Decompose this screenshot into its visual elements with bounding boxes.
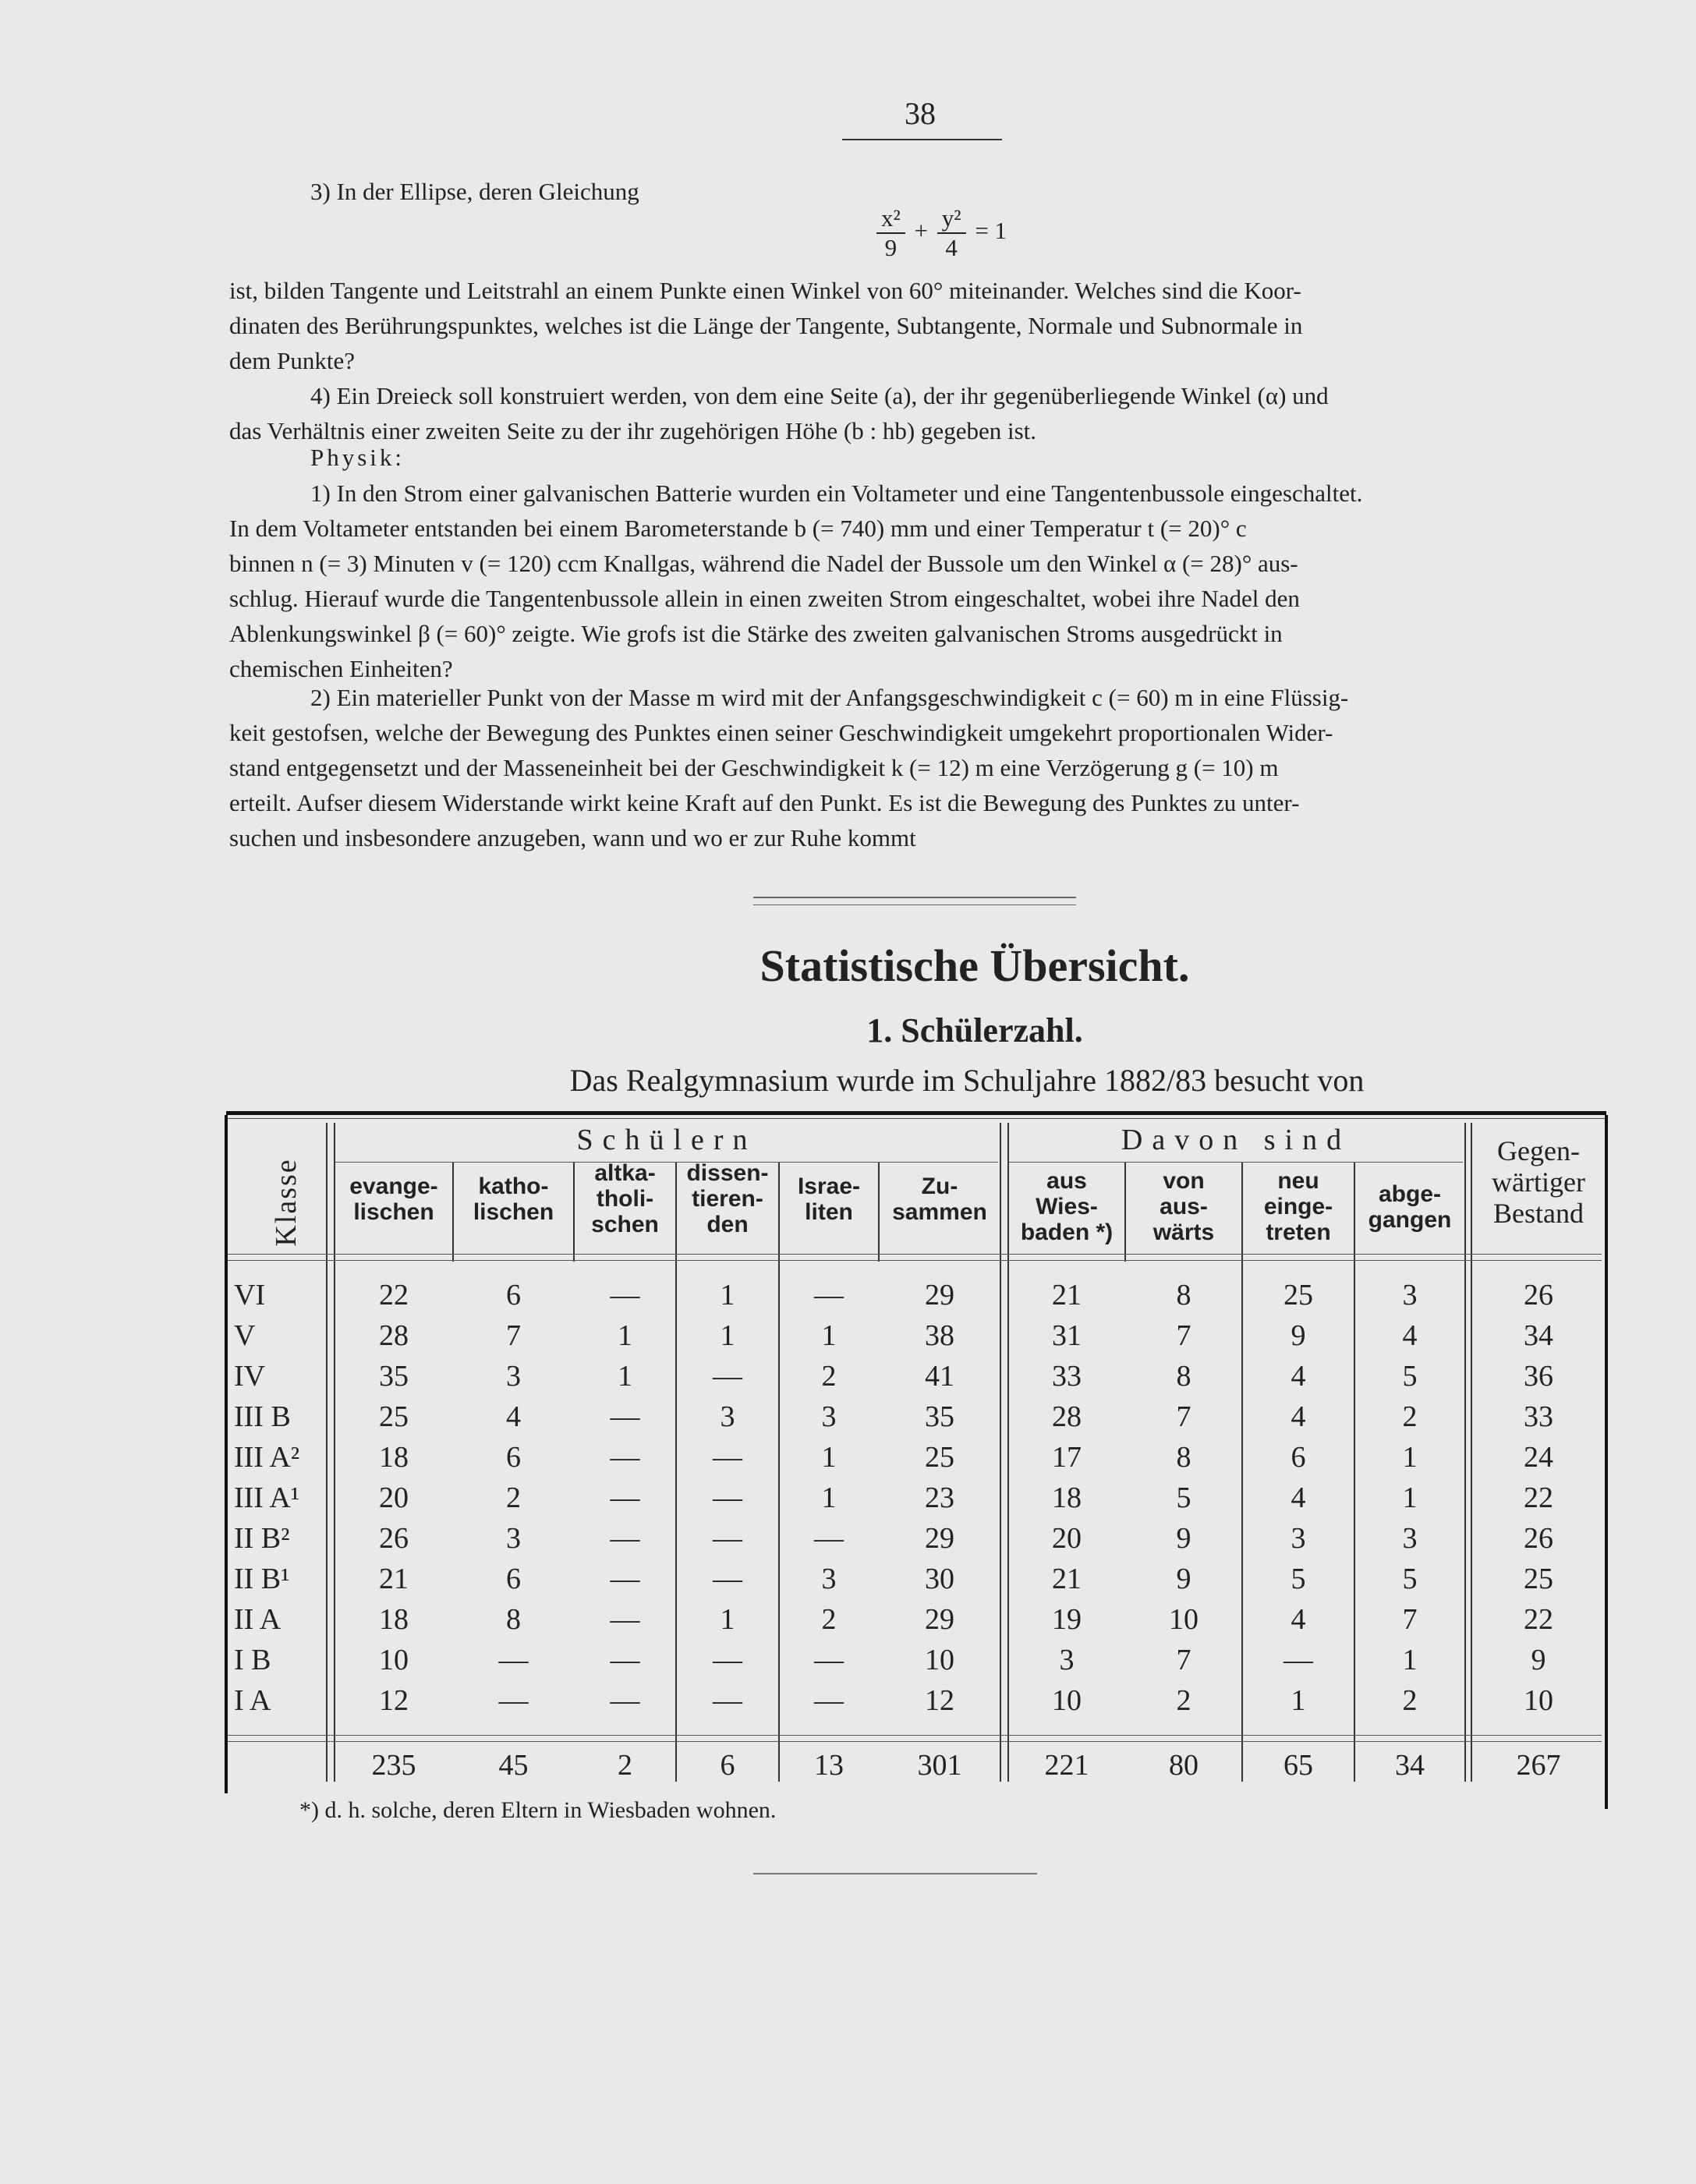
table-cell: 19: [1052, 1603, 1082, 1636]
table-cell: —: [814, 1522, 844, 1555]
table-cell: 1: [618, 1360, 632, 1393]
table-cell: 5: [1402, 1360, 1418, 1393]
table-cell: 5: [1291, 1563, 1306, 1595]
table-cell: 2: [821, 1360, 837, 1393]
table-cell: 1: [1402, 1481, 1418, 1514]
col-divider: [1000, 1123, 1001, 1782]
col-header-dissentierenden: dissen- tieren- den: [686, 1160, 769, 1237]
separator-rule: [753, 897, 1076, 898]
table-cell: 34: [1524, 1319, 1553, 1352]
table-cell: 1: [821, 1441, 837, 1474]
table-cell: 18: [379, 1603, 409, 1636]
table-cell: 29: [925, 1603, 954, 1636]
row-label: I A: [234, 1684, 271, 1717]
table-cell: 3: [821, 1563, 837, 1595]
row-label: III B: [234, 1400, 291, 1433]
table-cell: 22: [1524, 1603, 1553, 1636]
table-cell: —: [610, 1644, 640, 1676]
math-item3-intro: 3) In der Ellipse, deren Gleichung: [310, 178, 639, 205]
table-cell: 10: [1052, 1684, 1082, 1717]
table-cell: 10: [1524, 1684, 1553, 1717]
page-number: 38: [905, 96, 936, 131]
table-cell: 7: [1176, 1644, 1191, 1676]
total-cell: 2: [618, 1749, 632, 1782]
row-label: II B²: [234, 1522, 290, 1555]
table-cell: —: [814, 1684, 844, 1717]
group-header-davon: Davon sind: [1121, 1124, 1351, 1156]
table-cell: 20: [379, 1481, 409, 1514]
table-cell: 17: [1052, 1441, 1082, 1474]
table-cell: —: [713, 1441, 742, 1474]
ellipse-formula: $\frac{\text{x²}}{9}$ + $\frac{\text{y²}}{4}$ = 1: [873, 204, 1007, 262]
table-left-border: [225, 1115, 228, 1793]
col-header-evangelischen: evange- lischen: [349, 1173, 438, 1225]
table-cell: 21: [379, 1563, 409, 1595]
row-label: IV: [234, 1360, 266, 1393]
table-cell: 1: [821, 1481, 837, 1514]
table-cell: 3: [1402, 1522, 1418, 1555]
col-divider: [1464, 1123, 1466, 1782]
table-cell: 4: [1291, 1360, 1306, 1393]
row-label: V: [234, 1319, 256, 1352]
table-cell: 9: [1291, 1319, 1306, 1352]
table-cell: 9: [1176, 1522, 1191, 1555]
table-cell: 24: [1524, 1441, 1553, 1474]
math-item4-text: 4) Ein Dreieck soll konstruiert werden, von dem eine Seite (a), der ihr gegenüberliegende Winkel (α) und das Verhältnis einer zweiten Seite zu der ihr zugehörigen Höhe (b : hb) gegeben ist.: [229, 382, 1329, 444]
table-cell: 36: [1524, 1360, 1553, 1393]
table-cell: 8: [1176, 1441, 1191, 1474]
table-cell: —: [713, 1644, 742, 1676]
table-cell: 26: [379, 1522, 409, 1555]
total-cell: 80: [1169, 1749, 1199, 1782]
table-cell: 3: [506, 1360, 521, 1393]
table-cell: 8: [506, 1603, 521, 1636]
table-cell: 18: [1052, 1481, 1082, 1514]
table-cell: —: [610, 1441, 640, 1474]
fraction-x: $\frac{\text{x²}}{9}$: [876, 204, 905, 262]
table-cell: 12: [379, 1684, 409, 1717]
total-cell: 6: [720, 1749, 735, 1782]
table-cell: 10: [379, 1644, 409, 1676]
table-cell: 6: [506, 1279, 521, 1311]
col-header-aus-wiesbaden: aus Wies- baden *): [1020, 1168, 1114, 1245]
group-rule-davon: [1009, 1162, 1463, 1163]
table-cell: 10: [1169, 1603, 1199, 1636]
table-cell: —: [713, 1360, 742, 1393]
table-cell: —: [713, 1481, 742, 1514]
table-cell: 25: [379, 1400, 409, 1433]
row-label: II A: [234, 1603, 281, 1636]
header-bottom-rule-2: [228, 1260, 1602, 1261]
table-cell: 21: [1052, 1563, 1082, 1595]
total-cell: 65: [1284, 1749, 1313, 1782]
col-header-katholischen: katho- lischen: [473, 1173, 554, 1225]
table-cell: 1: [720, 1319, 735, 1352]
table-cell: 4: [1402, 1319, 1418, 1352]
table-cell: —: [713, 1522, 742, 1555]
col-header-zusammen: Zu- sammen: [892, 1173, 987, 1225]
row-label: VI: [234, 1279, 266, 1311]
table-cell: 6: [1291, 1441, 1306, 1474]
table-cell: 7: [1176, 1400, 1191, 1433]
table-cell: 21: [1052, 1279, 1082, 1311]
table-cell: 22: [1524, 1481, 1553, 1514]
table-cell: 2: [1402, 1400, 1418, 1433]
table-cell: 7: [1176, 1319, 1191, 1352]
table-cell: 23: [925, 1481, 954, 1514]
table-cell: 31: [1052, 1319, 1082, 1352]
table-cell: 6: [506, 1441, 521, 1474]
table-cell: 8: [1176, 1279, 1191, 1311]
col-header-abgegangen: abge- gangen: [1368, 1181, 1452, 1233]
table-cell: —: [713, 1563, 742, 1595]
table-cell: 4: [1291, 1481, 1306, 1514]
table-cell: —: [610, 1603, 640, 1636]
table-cell: 29: [925, 1279, 954, 1311]
table-cell: —: [814, 1279, 844, 1311]
table-cell: —: [498, 1644, 529, 1676]
table-cell: 2: [1176, 1684, 1191, 1717]
table-cell: 2: [506, 1481, 521, 1514]
table-top-rule-thin: [226, 1118, 1606, 1119]
table-cell: —: [610, 1481, 640, 1514]
table-top-rule: [226, 1111, 1606, 1115]
table-cell: —: [713, 1684, 742, 1717]
footnote: *) d. h. solche, deren Eltern in Wiesbaden wohnen.: [299, 1797, 777, 1823]
row-label: II B¹: [234, 1563, 290, 1595]
table-cell: 30: [925, 1563, 954, 1595]
totals-top-rule-2: [228, 1741, 1602, 1742]
fraction-y: $\frac{\text{y²}}{4}$: [937, 204, 966, 262]
table-cell: 25: [1284, 1279, 1313, 1311]
table-cell: 1: [821, 1319, 837, 1352]
table-cell: 26: [1524, 1279, 1553, 1311]
table-cell: —: [610, 1684, 640, 1717]
table-cell: —: [610, 1400, 640, 1433]
table-cell: 4: [1291, 1603, 1306, 1636]
table-cell: 33: [1052, 1360, 1082, 1393]
table-cell: 3: [1402, 1279, 1418, 1311]
klasse-header: Klasse: [270, 1158, 303, 1247]
table-cell: 28: [379, 1319, 409, 1352]
col-header-altkatholischen: altka- tholi- schen: [591, 1160, 659, 1237]
table-cell: —: [814, 1644, 844, 1676]
total-cell: 45: [498, 1749, 529, 1782]
footnote-rule: [753, 1873, 1037, 1874]
table-cell: 5: [1176, 1481, 1191, 1514]
table-cell: 25: [1524, 1563, 1553, 1595]
col-header-neu-eingetreten: neu einge- treten: [1263, 1168, 1333, 1245]
table-cell: —: [610, 1522, 640, 1555]
total-cell: 34: [1395, 1749, 1425, 1782]
table-cell: 25: [925, 1441, 954, 1474]
table-cell: 5: [1402, 1563, 1418, 1595]
table-cell: 3: [1059, 1644, 1075, 1676]
table-cell: 41: [925, 1360, 954, 1393]
table-right-border: [1605, 1115, 1608, 1809]
col-header-bestand: Gegen- wärtiger Bestand: [1492, 1135, 1585, 1229]
table-cell: 12: [925, 1684, 954, 1717]
table-cell: 1: [720, 1603, 735, 1636]
table-intro: Das Realgymnasium wurde im Schuljahre 1882/83 besucht von: [569, 1063, 1365, 1098]
table-cell: 9: [1531, 1644, 1546, 1676]
col-header-von-auswaerts: von aus- wärts: [1153, 1168, 1215, 1245]
row-label: I B: [234, 1644, 271, 1676]
table-cell: 29: [925, 1522, 954, 1555]
total-cell: 301: [917, 1749, 962, 1782]
table-cell: 1: [1402, 1644, 1418, 1676]
table-cell: 28: [1052, 1400, 1082, 1433]
table-cell: —: [498, 1684, 529, 1717]
table-cell: 2: [1402, 1684, 1418, 1717]
page-number-rule: [842, 139, 1002, 140]
table-cell: —: [610, 1563, 640, 1595]
row-label: III A²: [234, 1441, 300, 1474]
table-cell: 1: [618, 1319, 632, 1352]
table-cell: 4: [1291, 1400, 1306, 1433]
section-title: Statistische Übersicht.: [759, 940, 1190, 991]
table-cell: 3: [506, 1522, 521, 1555]
table-cell: 9: [1176, 1563, 1191, 1595]
table-cell: —: [1284, 1644, 1313, 1676]
subsection-title: 1. Schülerzahl.: [866, 1011, 1083, 1050]
totals-top-rule: [228, 1735, 1602, 1736]
table-cell: 7: [1402, 1603, 1418, 1636]
table-cell: 3: [720, 1400, 735, 1433]
table-cell: 1: [720, 1279, 735, 1311]
table-cell: 10: [925, 1644, 954, 1676]
table-cell: 2: [821, 1603, 837, 1636]
total-cell: 13: [814, 1749, 844, 1782]
table-cell: 8: [1176, 1360, 1191, 1393]
table-cell: 22: [379, 1279, 409, 1311]
total-cell: 235: [371, 1749, 416, 1782]
table-cell: 38: [925, 1319, 954, 1352]
table-cell: 18: [379, 1441, 409, 1474]
table-cell: 35: [379, 1360, 409, 1393]
physics-heading: Physik:: [310, 444, 405, 471]
table-cell: 35: [925, 1400, 954, 1433]
table-cell: 1: [1291, 1684, 1306, 1717]
table-cell: 1: [1402, 1441, 1418, 1474]
table-cell: 26: [1524, 1522, 1553, 1555]
total-cell: 267: [1516, 1749, 1561, 1782]
header-bottom-rule: [228, 1254, 1602, 1255]
table-cell: 7: [506, 1319, 521, 1352]
table-cell: 3: [1291, 1522, 1306, 1555]
table-cell: 3: [821, 1400, 837, 1433]
total-cell: 221: [1044, 1749, 1089, 1782]
row-label: III A¹: [234, 1481, 300, 1514]
table-cell: 6: [506, 1563, 521, 1595]
separator-rule-2: [753, 904, 1076, 905]
table-cell: 20: [1052, 1522, 1082, 1555]
table-cell: 4: [506, 1400, 521, 1433]
group-header-schuelern: Schülern: [576, 1124, 757, 1156]
math-item3-text: ist, bilden Tangente und Leitstrahl an einem Punkte einen Winkel von 60° miteinander. Welches sind die Koor- dinaten des Berührungspunktes, welches ist die Länge der Tangente, Subtangente, Normale und Subnormale in dem Punkte?: [229, 277, 1303, 374]
table-cell: 33: [1524, 1400, 1553, 1433]
table-cell: —: [610, 1279, 640, 1311]
col-header-israeliten: Israe- liten: [797, 1173, 861, 1225]
physics-item1-text: 1) In den Strom einer galvanischen Batterie wurden ein Voltameter und eine Tangentenbussole eingeschaltet. In dem Voltameter entstanden bei einem Barometerstande b (= 740) mm und einer Temperatur t (= 20)° c binnen n (= 3) Minuten v (= 120) ccm Knallgas, während die Nadel der Bussole um den Winkel α (= 28)° aus- schlug. Hierauf wurde die Tangentenbussole allein in einen zweiten Strom eingeschaltet, wobei ihre Nadel den Ablenkungswinkel β (= 60)° zeigte. Wie grofs ist die Stärke des zweiten galvanischen Stroms ausgedrückt in chemischen Einheiten?: [229, 480, 1363, 682]
physics-item2-text: 2) Ein materieller Punkt von der Masse m wird mit der Anfangsgeschwindigkeit c (= 60) m in eine Flüssig- keit gestofsen, welche der Bewegung des Punktes einen seiner Geschwindigkeit umgekehrt proportionalen Wider- stand entgegensetzt und der Masseneinheit bei der Geschwindigkeit k (= 12) m eine Verzögerung g (= 10) m erteilt. Aufser diesem Widerstande wirkt keine Kraft auf den Punkt. Es ist die Bewegung des Punktes zu unter- suchen und insbesondere anzugeben, wann und wo er zur Ruhe kommt: [229, 684, 1349, 851]
